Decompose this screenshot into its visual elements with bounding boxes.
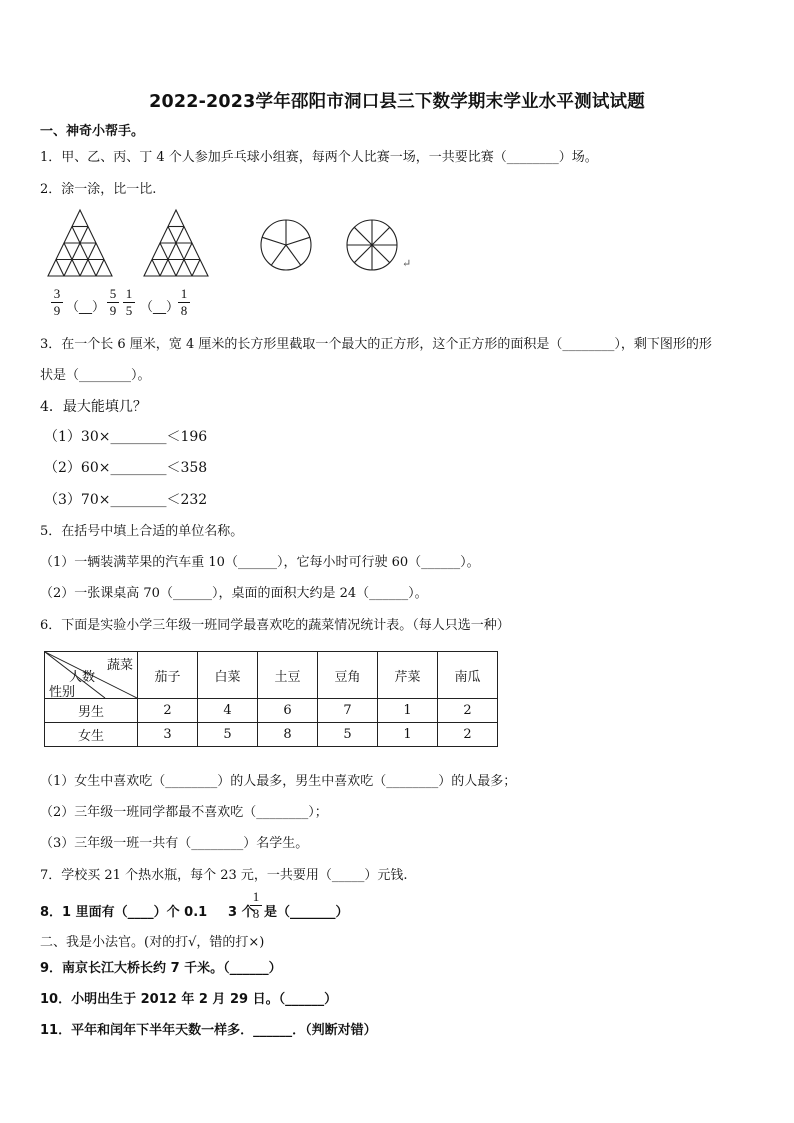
corner-label-count: 人数	[69, 670, 96, 685]
fraction-3-9: 3 9	[51, 287, 63, 318]
question-4-item-1: （1）30×________＜196	[44, 429, 208, 445]
fraction-1-8: 1 8	[178, 287, 190, 318]
question-6-item-2: （2）三年级一班同学都最不喜欢吃（________）；	[40, 805, 328, 820]
question-6-item-3: （3）三年级一班一共有（________）名学生。	[40, 836, 309, 851]
question-4-item-2: （2）60×________＜358	[44, 460, 208, 476]
fraction-1-8-q8: 1 8	[250, 890, 262, 921]
column-header: 南瓜	[438, 652, 498, 699]
question-5: 5．在括号中填上合适的单位名称。	[40, 524, 244, 539]
table-cell: 2	[438, 699, 498, 723]
column-header: 豆角	[318, 652, 378, 699]
question-5-item-1: （1）一辆装满苹果的汽车重 10（______），它每小时可行驶 60（______）。	[40, 555, 480, 570]
circle-figure-eighths	[347, 220, 397, 270]
corner-label-gender: 性别	[49, 685, 76, 700]
question-4: 4．最大能填几？	[40, 399, 147, 415]
compare-blank-1: （__）	[66, 300, 106, 315]
row-label: 女生	[45, 723, 138, 747]
question-6: 6．下面是实验小学三年级一班同学最喜欢吃的蔬菜情况统计表。（每人只选一种）	[40, 618, 510, 633]
fraction-5-9: 5 9	[107, 287, 119, 318]
table-cell: 6	[258, 699, 318, 723]
table-cell: 5	[198, 723, 258, 747]
table-cell: 3	[138, 723, 198, 747]
column-header: 土豆	[258, 652, 318, 699]
row-label: 男生	[45, 699, 138, 723]
triangle-figure-2	[144, 210, 208, 276]
table-row	[45, 699, 498, 723]
q2-figures	[44, 208, 424, 280]
question-11: 11．平年和闰年下半年天数一样多．______．（判断对错）	[40, 1023, 377, 1038]
section-2-heading: 二、我是小法官。(对的打√，错的打×)	[40, 935, 265, 950]
table-corner-cell	[45, 652, 138, 699]
question-6-item-1: （1）女生中喜欢吃（________）的人最多，男生中喜欢吃（________）的人最多；	[40, 774, 517, 789]
question-5-item-2: （2）一张课桌高 70（______），桌面的面积大约是 24（______）。	[40, 586, 428, 601]
question-10: 10．小明出生于 2012 年 2 月 29 日。（______）	[40, 992, 338, 1007]
question-2: 2．涂一涂，比一比.	[40, 182, 157, 197]
table-header-row	[45, 652, 498, 699]
triangle-figure-1	[48, 210, 112, 276]
question-8-part-a: 8．1 里面有（____）个 0.1	[40, 905, 208, 920]
question-3-line-1: 3．在一个长 6 厘米，宽 4 厘米的长方形里截取一个最大的正方形，这个正方形的面积是（________），剩下图形的形	[40, 337, 712, 352]
table-cell: 1	[378, 723, 438, 747]
table-cell: 2	[438, 723, 498, 747]
corner-label-vegetable: 蔬菜	[106, 658, 133, 673]
question-7: 7．学校买 21 个热水瓶，每个 23 元，一共要用（_____）元钱.	[40, 868, 408, 883]
question-4-item-3: （3）70×________＜232	[44, 492, 208, 508]
table-cell: 1	[378, 699, 438, 723]
question-1: 1．甲、乙、丙、丁 4 个人参加乒乓球小组赛，每两个人比赛一场，一共要比赛（________）场。	[40, 150, 598, 165]
question-3-line-2: 状是（________）。	[40, 368, 151, 383]
question-8-part-c: 是（_______）	[264, 905, 349, 920]
table-cell: 4	[198, 699, 258, 723]
page-title: 2022-2023学年邵阳市洞口县三下数学期末学业水平测试试题	[149, 92, 645, 112]
section-1-heading: 一、神奇小帮手。	[40, 124, 145, 139]
paragraph-mark: ↵	[402, 257, 412, 270]
column-header: 芹菜	[378, 652, 438, 699]
vegetable-stats-table	[44, 651, 498, 747]
compare-blank-2: （__）	[140, 300, 180, 315]
table-cell: 5	[318, 723, 378, 747]
circle-figure-fifths	[261, 220, 311, 270]
table-cell: 8	[258, 723, 318, 747]
table-cell: 2	[138, 699, 198, 723]
question-8-part-b: 3 个	[228, 905, 255, 920]
question-9: 9．南京长江大桥长约 7 千米。（______）	[40, 961, 282, 976]
table-cell: 7	[318, 699, 378, 723]
column-header: 白菜	[198, 652, 258, 699]
table-row	[45, 723, 498, 747]
fraction-1-5: 1 5	[123, 287, 135, 318]
column-header: 茄子	[138, 652, 198, 699]
